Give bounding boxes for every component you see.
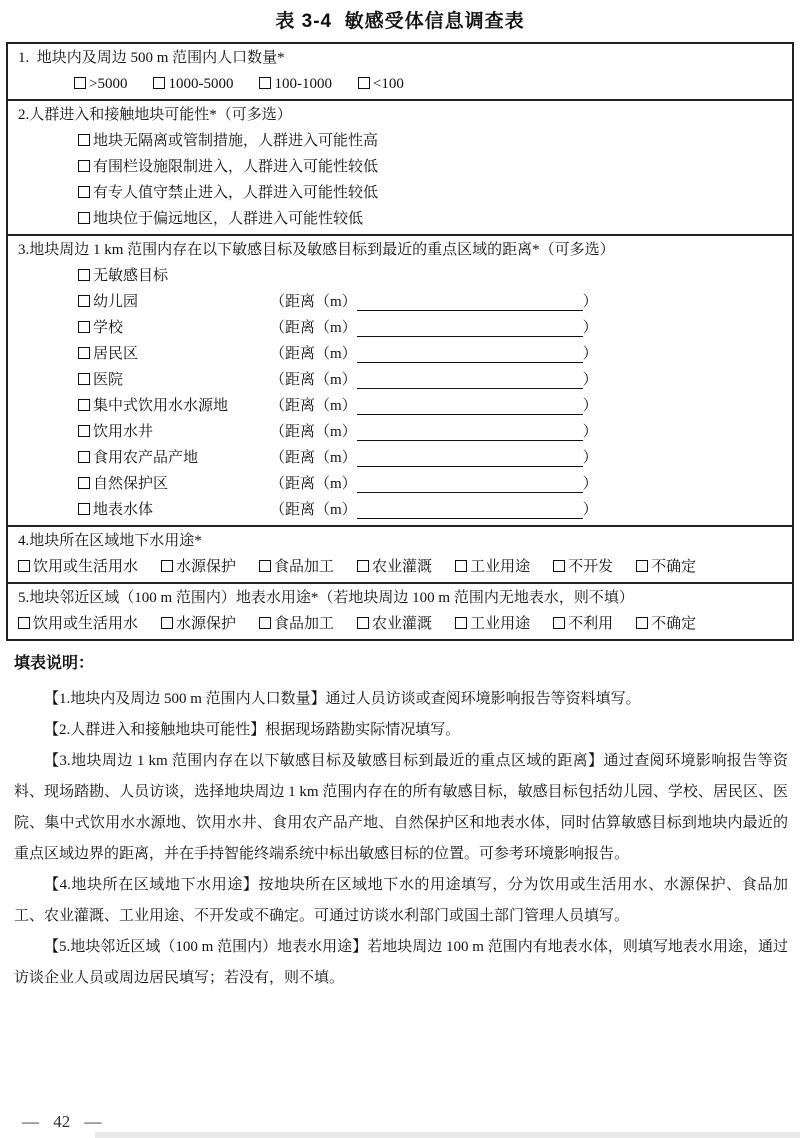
checkbox-option-label: 不利用 (568, 616, 614, 632)
fill-instructions (14, 652, 788, 994)
checkbox-option-label: 1000-5000 (168, 76, 234, 92)
distance-input-line[interactable] (357, 375, 583, 389)
section-option-row (8, 180, 792, 206)
section-option-row (8, 154, 792, 180)
checkbox-option-label: 有围栏设施限制进入，人群进入可能性较低 (93, 159, 379, 175)
distance-input-line[interactable] (357, 349, 583, 363)
page-title: 表 3-4 敏感受体信息调查表 (275, 11, 525, 32)
distance-close-paren: ） (582, 424, 598, 440)
checkbox-option[interactable] (636, 611, 696, 637)
checkbox-option[interactable] (553, 611, 613, 637)
sensitive-target-option (78, 471, 270, 497)
checkbox-option-label: 农业灌溉 (372, 616, 433, 632)
checkbox-option-label: 饮用或生活用水 (33, 616, 139, 632)
checkbox-option[interactable] (259, 554, 334, 580)
checkbox-icon[interactable] (78, 186, 90, 198)
distance-close-paren: ） (582, 320, 598, 336)
sensitive-target-row (8, 445, 792, 471)
distance-input-line[interactable] (357, 479, 583, 493)
distance-close-paren: ） (582, 502, 598, 518)
sensitive-target-row (8, 315, 792, 341)
checkbox-option-label: 医院 (93, 372, 124, 388)
checkbox-icon[interactable] (259, 560, 271, 572)
section-option-row (8, 206, 792, 232)
checkbox-option[interactable] (78, 289, 138, 315)
section-options-row (8, 554, 792, 580)
instruction-paragraph: 【2.人群进入和接触地块可能性】根据现场踏勘实际情况填写。 (44, 722, 461, 738)
checkbox-option-label: 有专人值守禁止进入，人群进入可能性较低 (93, 185, 379, 201)
checkbox-option[interactable] (18, 611, 138, 637)
checkbox-option[interactable] (74, 71, 127, 97)
checkbox-option-label: 饮用水井 (93, 424, 154, 440)
sensitive-target-row (8, 289, 792, 315)
checkbox-option[interactable] (553, 554, 613, 580)
checkbox-icon[interactable] (78, 269, 90, 281)
distance-input-line[interactable] (357, 401, 583, 415)
checkbox-option[interactable] (455, 611, 530, 637)
section-heading: 2.人群进入和接触地块可能性*（可多选） (18, 107, 292, 123)
checkbox-option[interactable] (78, 445, 198, 471)
checkbox-option[interactable] (259, 71, 332, 97)
checkbox-option[interactable] (357, 611, 432, 637)
sensitive-target-option (78, 263, 270, 289)
instruction-paragraph: 【5.地块邻近区域（100 m 范围内）地表水用途】若地块周边 100 m 范围内有地表水体，则填写地表水用途，通过访谈企业人员或周边居民填写；若没有，则不填。 (14, 939, 788, 986)
checkbox-option-label: 地块无隔离或管制措施，人群进入可能性高 (93, 133, 379, 149)
checkbox-icon[interactable] (78, 373, 90, 385)
checkbox-option-label: 农业灌溉 (372, 559, 433, 575)
checkbox-icon[interactable] (78, 451, 90, 463)
distance-label: （距离（m） (270, 502, 357, 518)
checkbox-icon[interactable] (78, 425, 90, 437)
sensitive-target-row (8, 393, 792, 419)
checkbox-option[interactable] (161, 554, 236, 580)
sensitive-target-option (78, 367, 270, 393)
distance-input-line[interactable] (357, 453, 583, 467)
checkbox-option[interactable] (78, 341, 138, 367)
section-heading: 5.地块邻近区域（100 m 范围内）地表水用途*（若地块周边 100 m 范围内无地表水，则不填） (18, 590, 634, 606)
checkbox-icon[interactable] (358, 77, 370, 89)
sensitive-target-option (78, 341, 270, 367)
checkbox-icon[interactable] (259, 617, 271, 629)
distance-input-line[interactable] (357, 297, 583, 311)
checkbox-option[interactable] (161, 611, 236, 637)
checkbox-option[interactable] (78, 263, 168, 289)
checkbox-icon[interactable] (78, 134, 90, 146)
checkbox-option[interactable] (78, 154, 378, 180)
form-section-5 (8, 582, 792, 639)
checkbox-option[interactable] (78, 393, 228, 419)
checkbox-option-label: 不开发 (568, 559, 614, 575)
checkbox-option[interactable] (78, 497, 153, 523)
survey-form-table (6, 42, 794, 641)
checkbox-icon[interactable] (78, 503, 90, 515)
checkbox-option-label: 工业用途 (470, 559, 531, 575)
checkbox-option-label: 自然保护区 (93, 476, 169, 492)
checkbox-option[interactable] (78, 128, 378, 154)
checkbox-option[interactable] (78, 471, 168, 497)
checkbox-icon[interactable] (161, 617, 173, 629)
checkbox-option-label: 饮用或生活用水 (33, 559, 139, 575)
bottom-scrollbar[interactable] (95, 1132, 800, 1138)
sensitive-target-row (8, 263, 792, 289)
sensitive-target-option (78, 315, 270, 341)
distance-close-paren: ） (582, 450, 598, 466)
fill-instructions-list (14, 684, 788, 994)
checkbox-icon[interactable] (636, 617, 648, 629)
checkbox-option-label: 不确定 (651, 559, 697, 575)
form-section-3 (8, 234, 792, 525)
distance-label: （距离（m） (270, 346, 357, 362)
checkbox-option[interactable] (78, 315, 123, 341)
section-heading: 4.地块所在区域地下水用途* (18, 533, 202, 549)
section-options-row (8, 611, 792, 637)
checkbox-icon[interactable] (455, 560, 467, 572)
checkbox-icon[interactable] (18, 560, 30, 572)
checkbox-icon[interactable] (357, 560, 369, 572)
checkbox-icon[interactable] (78, 160, 90, 172)
section-heading: 1. 地块内及周边 500 m 范围内人口数量* (18, 50, 285, 66)
checkbox-option[interactable] (78, 180, 378, 206)
form-section-4 (8, 525, 792, 582)
checkbox-option-label: 地表水体 (93, 502, 154, 518)
checkbox-option[interactable] (358, 71, 404, 97)
distance-label: （距离（m） (270, 372, 357, 388)
sensitive-target-row (8, 471, 792, 497)
page-number: — 42 — (22, 1112, 102, 1131)
form-section-1 (8, 44, 792, 99)
sensitive-target-option (78, 497, 270, 523)
checkbox-option-label: 学校 (93, 320, 124, 336)
checkbox-option[interactable] (636, 554, 696, 580)
distance-input-line[interactable] (357, 427, 583, 441)
form-section-2 (8, 99, 792, 234)
checkbox-option[interactable] (357, 554, 432, 580)
checkbox-icon[interactable] (78, 295, 90, 307)
instruction-paragraph: 【1.地块内及周边 500 m 范围内人口数量】通过人员访谈或查阅环境影响报告等资料填写。 (44, 691, 641, 707)
distance-input-line[interactable] (357, 505, 583, 519)
checkbox-option-label: 居民区 (93, 346, 139, 362)
distance-close-paren: ） (582, 372, 598, 388)
distance-label: （距离（m） (270, 424, 357, 440)
checkbox-option-label: 工业用途 (470, 616, 531, 632)
checkbox-option-label: 集中式饮用水水源地 (93, 398, 229, 414)
instruction-paragraph: 【4.地块所在区域地下水用途】按地块所在区域地下水的用途填写，分为饮用或生活用水、水源保护、食品加工、农业灌溉、工业用途、不开发或不确定。可通过访谈水利部门或国土部门管理人员填写。 (14, 877, 788, 924)
checkbox-option-label: >5000 (89, 76, 128, 92)
instruction-paragraph: 【3.地块周边 1 km 范围内存在以下敏感目标及敏感目标到最近的重点区域的距离】通过查阅环境影响报告等资料、现场踏勘、人员访谈，选择地块周边 1 km 范围内存在的所有敏感目标，敏感目标包括幼儿园、学校、居民区、医院、集中式饮用水水源地、饮用水井、食用农产品产地、自然保护区和地表水体，同时估算敏感目标到地块内最近的重点区域边界的距离，并在手持智能终端系统中标出敏感目标的位置。可参考环境影响报告。 (14, 753, 788, 862)
section-options-row (8, 71, 792, 97)
checkbox-icon[interactable] (553, 617, 565, 629)
sensitive-target-option (78, 289, 270, 315)
checkbox-icon[interactable] (78, 399, 90, 411)
checkbox-option[interactable] (153, 71, 233, 97)
distance-label: （距离（m） (270, 398, 357, 414)
sensitive-target-row (8, 341, 792, 367)
checkbox-option-label: 食用农产品产地 (93, 450, 199, 466)
checkbox-option[interactable] (78, 367, 123, 393)
checkbox-option-label: 不确定 (651, 616, 697, 632)
distance-label: （距离（m） (270, 320, 357, 336)
checkbox-option-label: 无敏感目标 (93, 268, 169, 284)
distance-label: （距离（m） (270, 294, 357, 310)
checkbox-option-label: 水源保护 (176, 559, 237, 575)
fill-instructions-heading: 填表说明： (14, 655, 95, 672)
checkbox-option-label: 水源保护 (176, 616, 237, 632)
sensitive-target-row (8, 419, 792, 445)
checkbox-option-label: 食品加工 (274, 616, 335, 632)
checkbox-option[interactable] (78, 206, 363, 232)
checkbox-icon[interactable] (636, 560, 648, 572)
checkbox-option-label: 100-1000 (274, 76, 332, 92)
checkbox-option-label: 食品加工 (274, 559, 335, 575)
distance-label: （距离（m） (270, 476, 357, 492)
checkbox-option[interactable] (259, 611, 334, 637)
checkbox-icon[interactable] (455, 617, 467, 629)
distance-input-line[interactable] (357, 323, 583, 337)
checkbox-option-label: 幼儿园 (93, 294, 139, 310)
checkbox-option-label: 地块位于偏远地区，人群进入可能性较低 (93, 211, 364, 227)
checkbox-option-label: <100 (372, 76, 404, 92)
checkbox-icon[interactable] (78, 321, 90, 333)
distance-label: （距离（m） (270, 450, 357, 466)
checkbox-icon[interactable] (78, 477, 90, 489)
checkbox-icon[interactable] (78, 347, 90, 359)
checkbox-option[interactable] (455, 554, 530, 580)
checkbox-icon[interactable] (74, 77, 86, 89)
checkbox-icon[interactable] (153, 77, 165, 89)
sensitive-target-row (8, 367, 792, 393)
checkbox-option[interactable] (78, 419, 153, 445)
sensitive-target-option (78, 419, 270, 445)
distance-close-paren: ） (582, 294, 598, 310)
checkbox-option[interactable] (18, 554, 138, 580)
sensitive-target-option (78, 393, 270, 419)
section-option-row (8, 128, 792, 154)
checkbox-icon[interactable] (18, 617, 30, 629)
sensitive-target-row (8, 497, 792, 523)
distance-close-paren: ） (582, 398, 598, 414)
distance-close-paren: ） (582, 476, 598, 492)
section-heading: 3.地块周边 1 km 范围内存在以下敏感目标及敏感目标到最近的重点区域的距离*（可多选） (18, 242, 615, 258)
checkbox-icon[interactable] (259, 77, 271, 89)
sensitive-target-option (78, 445, 270, 471)
distance-close-paren: ） (582, 346, 598, 362)
checkbox-icon[interactable] (161, 560, 173, 572)
checkbox-icon[interactable] (78, 212, 90, 224)
checkbox-icon[interactable] (357, 617, 369, 629)
checkbox-icon[interactable] (553, 560, 565, 572)
